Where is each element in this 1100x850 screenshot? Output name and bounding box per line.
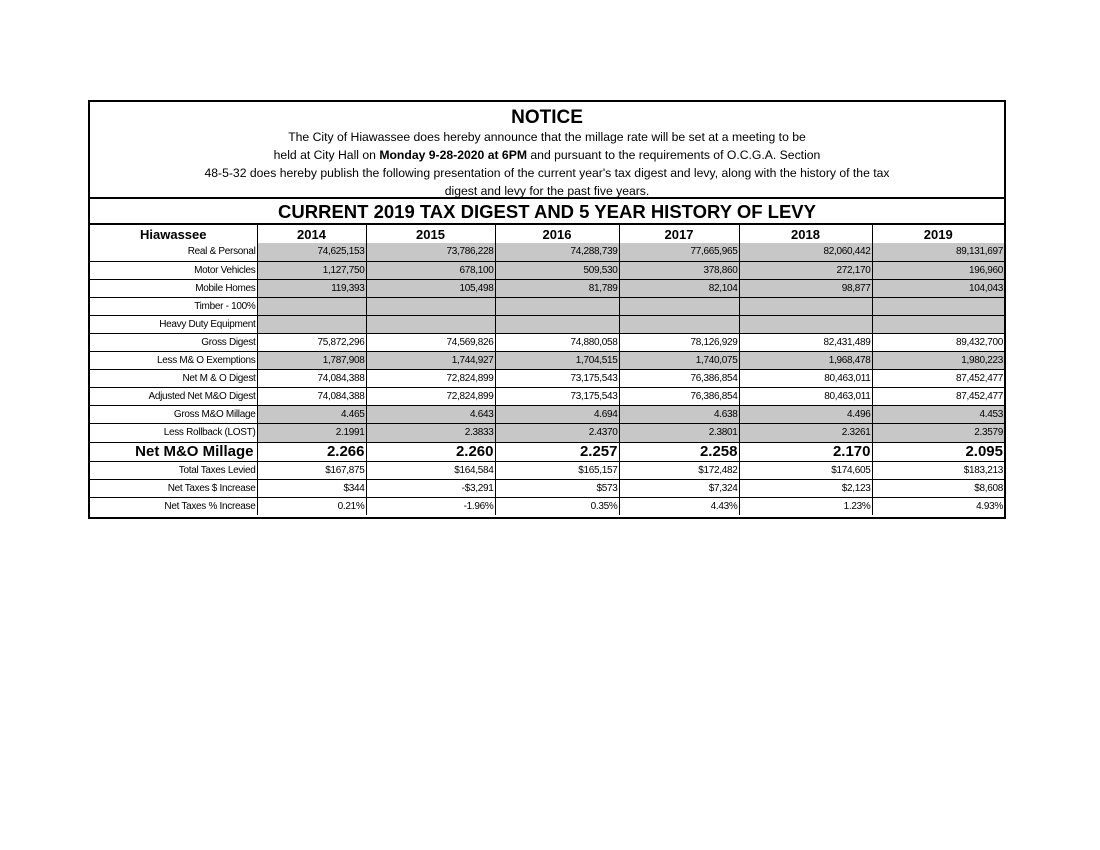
- table-row: [90, 424, 1004, 442]
- row-label: Total Taxes Levied: [90, 461, 257, 479]
- table-cell: $174,605: [739, 461, 872, 479]
- table-row: [90, 352, 1004, 370]
- table-cell: 1,744,927: [366, 352, 495, 370]
- table-cell: 87,452,477: [872, 388, 1004, 406]
- table-cell: 74,880,058: [495, 333, 619, 351]
- notice-line-2-end: and pursuant to the requirements of O.C.G.A. Section: [527, 148, 821, 162]
- notice-line-2: [90, 146, 1004, 164]
- table-cell: 2.095: [872, 442, 1004, 461]
- notice-text: [90, 128, 1004, 200]
- table-cell: 1,740,075: [619, 352, 739, 370]
- table-cell: 80,463,011: [739, 370, 872, 388]
- table-cell: 4.43%: [619, 497, 739, 515]
- table-cell: 78,126,929: [619, 333, 739, 351]
- table-cell: [495, 315, 619, 333]
- table-cell: 76,386,854: [619, 370, 739, 388]
- table-cell: 2.3833: [366, 424, 495, 442]
- table-cell: 509,530: [495, 261, 619, 279]
- table-cell: $344: [257, 479, 366, 497]
- notice-title: NOTICE: [511, 107, 583, 128]
- row-label: Net Taxes % Increase: [90, 497, 257, 515]
- table-cell: 2.266: [257, 442, 366, 461]
- table-row: [90, 479, 1004, 497]
- notice-line-3: 48-5-32 does hereby publish the following presentation of the current year's tax digest and levy, along with the history of the tax: [204, 166, 890, 180]
- table-row: [90, 333, 1004, 351]
- table-cell: 2.3579: [872, 424, 1004, 442]
- table-cell: 98,877: [739, 279, 872, 297]
- year-header: 2016: [495, 225, 619, 243]
- table-cell: 2.3801: [619, 424, 739, 442]
- row-label: Net M & O Digest: [90, 370, 257, 388]
- table-cell: $8,608: [872, 479, 1004, 497]
- meeting-datetime: Monday 9-28-2020 at 6PM: [379, 148, 527, 162]
- year-header: 2017: [619, 225, 739, 243]
- table-cell: 72,824,899: [366, 388, 495, 406]
- notice-header: [90, 102, 1004, 199]
- notice-line-4: digest and levy for the past five years.: [444, 184, 650, 198]
- table-cell: $167,875: [257, 461, 366, 479]
- table-row: [90, 497, 1004, 515]
- table-cell: 2.4370: [495, 424, 619, 442]
- table-cell: 74,084,388: [257, 370, 366, 388]
- row-label: Heavy Duty Equipment: [90, 315, 257, 333]
- table-cell: [619, 315, 739, 333]
- table-cell: 1,968,478: [739, 352, 872, 370]
- table-cell: 105,498: [366, 279, 495, 297]
- table-row: [90, 261, 1004, 279]
- row-label: Less Rollback (LOST): [90, 424, 257, 442]
- row-label: Gross M&O Millage: [90, 406, 257, 424]
- year-header: 2019: [923, 226, 953, 242]
- table-cell: 73,786,228: [366, 243, 495, 261]
- table-cell: $172,482: [619, 461, 739, 479]
- table-cell: [739, 297, 872, 315]
- table-cell: 89,131,697: [872, 243, 1004, 261]
- table-cell: 89,432,700: [872, 333, 1004, 351]
- row-label: Real & Personal: [90, 243, 257, 261]
- table-cell: 2.257: [495, 442, 619, 461]
- table-cell: [872, 297, 1004, 315]
- table-cell: 74,288,739: [495, 243, 619, 261]
- table-cell: 1,704,515: [495, 352, 619, 370]
- year-header: 2018: [739, 225, 872, 243]
- table-row: [90, 279, 1004, 297]
- table-cell: 1,127,750: [257, 261, 366, 279]
- row-label: Timber - 100%: [90, 297, 257, 315]
- table-cell: 1.23%: [739, 497, 872, 515]
- table-cell: 87,452,477: [872, 370, 1004, 388]
- table-cell: [366, 297, 495, 315]
- table-body: [90, 243, 1004, 515]
- table-cell: 678,100: [366, 261, 495, 279]
- table-cell: 74,569,826: [366, 333, 495, 351]
- table-row: [90, 388, 1004, 406]
- row-label: Adjusted Net M&O Digest: [90, 388, 257, 406]
- table-cell: 82,431,489: [739, 333, 872, 351]
- table-cell: 2.260: [366, 442, 495, 461]
- table-cell: 272,170: [739, 261, 872, 279]
- notice-line-2-start: held at City Hall on: [273, 148, 380, 162]
- table-cell: [739, 315, 872, 333]
- row-label: Net M&O Millage: [90, 442, 257, 461]
- table-cell: 1,787,908: [257, 352, 366, 370]
- table-cell: 74,084,388: [257, 388, 366, 406]
- corner-label: Hiawassee: [90, 225, 257, 243]
- table-cell: 2.170: [739, 442, 872, 461]
- table-cell: [366, 315, 495, 333]
- table-cell: 2.3261: [739, 424, 872, 442]
- table-cell: 4.638: [619, 406, 739, 424]
- table-cell: 74,625,153: [257, 243, 366, 261]
- table-cell: 1,980,223: [872, 352, 1004, 370]
- table-cell: [619, 297, 739, 315]
- table-cell: $165,157: [495, 461, 619, 479]
- digest-heading: CURRENT 2019 TAX DIGEST AND 5 YEAR HISTORY OF LEVY: [90, 199, 1004, 225]
- table-cell: 82,104: [619, 279, 739, 297]
- table-cell: -$3,291: [366, 479, 495, 497]
- table-cell: 81,789: [495, 279, 619, 297]
- table-row: [90, 461, 1004, 479]
- table-cell: 0.21%: [257, 497, 366, 515]
- row-label: Motor Vehicles: [90, 261, 257, 279]
- table-cell: 4.643: [366, 406, 495, 424]
- table-cell: 119,393: [257, 279, 366, 297]
- row-label: Gross Digest: [90, 333, 257, 351]
- table-cell: 0.35%: [495, 497, 619, 515]
- table-cell: 2.1991: [257, 424, 366, 442]
- table-row: [90, 406, 1004, 424]
- table-cell: 72,824,899: [366, 370, 495, 388]
- table-cell: 4.465: [257, 406, 366, 424]
- table-row: [90, 370, 1004, 388]
- table-cell: $2,123: [739, 479, 872, 497]
- table-cell: [257, 297, 366, 315]
- table-row: [90, 243, 1004, 261]
- notice-line-1: The City of Hiawassee does hereby announce that the millage rate will be set at a meeting to be: [288, 130, 806, 144]
- levy-history-table: [90, 225, 1004, 515]
- table-cell: 104,043: [872, 279, 1004, 297]
- table-cell: [872, 315, 1004, 333]
- table-cell: $7,324: [619, 479, 739, 497]
- tax-notice: [88, 100, 1006, 519]
- table-cell: 2.258: [619, 442, 739, 461]
- table-row: [90, 315, 1004, 333]
- table-cell: $573: [495, 479, 619, 497]
- table-cell: [495, 297, 619, 315]
- table-cell: 4.694: [495, 406, 619, 424]
- table-header-row: [90, 225, 1004, 243]
- table-cell: [257, 315, 366, 333]
- table-row: [90, 442, 1004, 461]
- table-cell: 82,060,442: [739, 243, 872, 261]
- table-cell: 76,386,854: [619, 388, 739, 406]
- table-cell: $164,584: [366, 461, 495, 479]
- table-cell: 4.93%: [976, 501, 1003, 513]
- year-header: 2015: [366, 225, 495, 243]
- table-cell: 196,960: [872, 261, 1004, 279]
- row-label: Mobile Homes: [90, 279, 257, 297]
- table-cell: 75,872,296: [257, 333, 366, 351]
- table-cell: 4.453: [872, 406, 1004, 424]
- table-cell: 80,463,011: [739, 388, 872, 406]
- table-cell: 378,860: [619, 261, 739, 279]
- table-row: [90, 297, 1004, 315]
- table-cell: $183,213: [872, 461, 1004, 479]
- row-label: Net Taxes $ Increase: [90, 479, 257, 497]
- table-cell: -1.96%: [366, 497, 495, 515]
- table-cell: 73,175,543: [495, 388, 619, 406]
- row-label: Less M& O Exemptions: [90, 352, 257, 370]
- table-cell: 73,175,543: [495, 370, 619, 388]
- year-header: 2014: [257, 225, 366, 243]
- table-cell: 4.496: [739, 406, 872, 424]
- table-cell: 77,665,965: [619, 243, 739, 261]
